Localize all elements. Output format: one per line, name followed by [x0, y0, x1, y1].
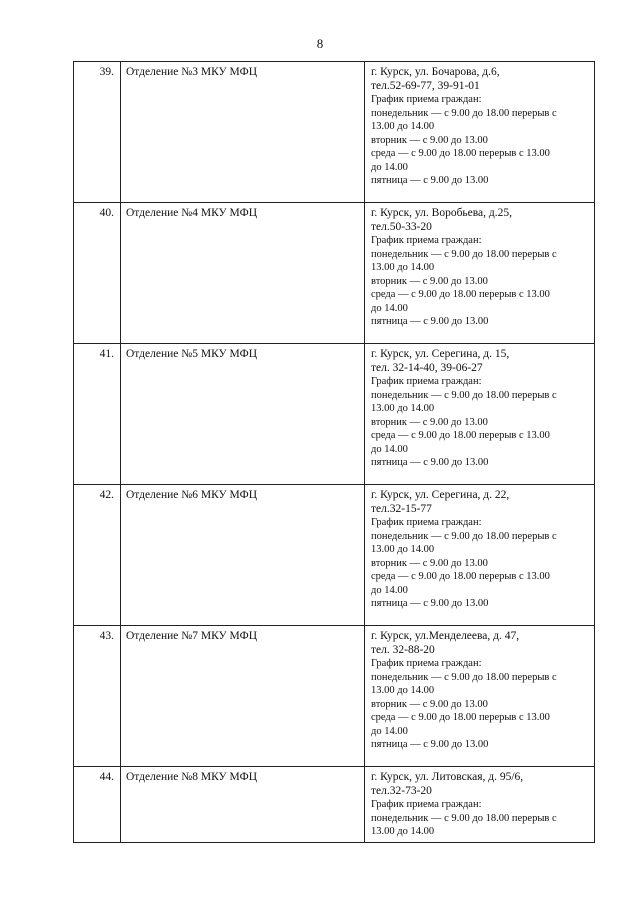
- schedule-line: пятница — с 9.00 до 13.00: [371, 739, 489, 750]
- schedule-line: пятница — с 9.00 до 13.00: [371, 598, 489, 609]
- office-name: Отделение №8 МКУ МФЦ: [121, 767, 365, 843]
- office-info: [365, 62, 595, 203]
- office-info: [365, 767, 595, 843]
- office-name: Отделение №5 МКУ МФЦ: [121, 344, 365, 485]
- office-address: г. Курск, ул. Воробьева, д.25,: [371, 207, 513, 219]
- office-phone: тел.32-15-77: [371, 503, 432, 515]
- schedule-line: понедельник — с 9.00 до 18.00 перерыв с: [371, 248, 557, 260]
- office-phone: тел.50-33-20: [371, 221, 432, 233]
- office-info: [365, 485, 595, 626]
- page-number: 8: [316, 36, 324, 51]
- office-address: г. Курск, ул.Менделеева, д. 47,: [371, 630, 520, 642]
- schedule-line: 13.00 до 14.00: [371, 544, 435, 555]
- schedule-line: до 14.00: [371, 584, 408, 596]
- schedule-line: среда — с 9.00 до 18.00 перерыв с 13.00: [371, 712, 550, 723]
- schedule-line: понедельник — с 9.00 до 18.00 перерыв с: [371, 107, 557, 119]
- schedule-line: среда — с 9.00 до 18.00 перерыв с 13.00: [371, 148, 550, 159]
- office-address: г. Курск, ул. Серегина, д. 22,: [371, 489, 510, 501]
- schedule-line: вторник — с 9.00 до 13.00: [371, 275, 488, 287]
- schedule-line: до 14.00: [371, 302, 408, 314]
- office-name: Отделение №3 МКУ МФЦ: [121, 62, 365, 203]
- office-phone: тел.32-73-20: [371, 785, 432, 797]
- mfc-offices-table: [73, 61, 595, 843]
- row-number: 40.: [74, 203, 121, 344]
- office-phone: тел. 32-88-20: [371, 644, 435, 656]
- table-row: [74, 767, 595, 843]
- row-number: 42.: [74, 485, 121, 626]
- office-info: [365, 344, 595, 485]
- schedule-line: 13.00 до 14.00: [371, 121, 435, 132]
- schedule-line: вторник — с 9.00 до 13.00: [371, 134, 488, 146]
- table-row: [74, 203, 595, 344]
- office-name: Отделение №7 МКУ МФЦ: [121, 626, 365, 767]
- office-address: г. Курск, ул. Бочарова, д.6,: [371, 66, 500, 78]
- office-name: Отделение №6 МКУ МФЦ: [121, 485, 365, 626]
- schedule-line: понедельник — с 9.00 до 18.00 перерыв с: [371, 530, 557, 542]
- schedule-title: График приема граждан:: [371, 658, 482, 669]
- schedule-line: до 14.00: [371, 161, 408, 173]
- office-address: г. Курск, ул. Серегина, д. 15,: [371, 348, 510, 360]
- schedule-line: 13.00 до 14.00: [371, 262, 435, 273]
- office-phone: тел.52-69-77, 39-91-01: [371, 80, 480, 92]
- table-row: [74, 626, 595, 767]
- row-number: 43.: [74, 626, 121, 767]
- row-number: 39.: [74, 62, 121, 203]
- table-body: [74, 62, 595, 843]
- schedule-title: График приема граждан:: [371, 94, 482, 105]
- schedule-line: 13.00 до 14.00: [371, 403, 435, 414]
- schedule-title: График приема граждан:: [371, 517, 482, 528]
- office-info: [365, 626, 595, 767]
- schedule-line: среда — с 9.00 до 18.00 перерыв с 13.00: [371, 430, 550, 441]
- schedule-line: понедельник — с 9.00 до 18.00 перерыв с: [371, 812, 557, 824]
- schedule-line: пятница — с 9.00 до 13.00: [371, 175, 489, 186]
- table-row: [74, 485, 595, 626]
- schedule-line: 13.00 до 14.00: [371, 685, 435, 696]
- schedule-line: среда — с 9.00 до 18.00 перерыв с 13.00: [371, 571, 550, 582]
- schedule-line: вторник — с 9.00 до 13.00: [371, 416, 488, 428]
- table-row: [74, 62, 595, 203]
- office-address: г. Курск, ул. Литовская, д. 95/6,: [371, 771, 524, 783]
- office-info: [365, 203, 595, 344]
- schedule-line: 13.00 до 14.00: [371, 826, 435, 837]
- schedule-line: вторник — с 9.00 до 13.00: [371, 557, 488, 569]
- schedule-title: График приема граждан:: [371, 235, 482, 246]
- schedule-line: пятница — с 9.00 до 13.00: [371, 457, 489, 468]
- office-phone: тел. 32-14-40, 39-06-27: [371, 362, 483, 374]
- schedule-line: понедельник — с 9.00 до 18.00 перерыв с: [371, 671, 557, 683]
- schedule-line: пятница — с 9.00 до 13.00: [371, 316, 489, 327]
- schedule-line: до 14.00: [371, 725, 408, 737]
- row-number: 44.: [74, 767, 121, 843]
- schedule-line: до 14.00: [371, 443, 408, 455]
- schedule-line: среда — с 9.00 до 18.00 перерыв с 13.00: [371, 289, 550, 300]
- schedule-title: График приема граждан:: [371, 376, 482, 387]
- schedule-line: вторник — с 9.00 до 13.00: [371, 698, 488, 710]
- row-number: 41.: [74, 344, 121, 485]
- office-name: Отделение №4 МКУ МФЦ: [121, 203, 365, 344]
- schedule-title: График приема граждан:: [371, 799, 482, 810]
- schedule-line: понедельник — с 9.00 до 18.00 перерыв с: [371, 389, 557, 401]
- table-row: [74, 344, 595, 485]
